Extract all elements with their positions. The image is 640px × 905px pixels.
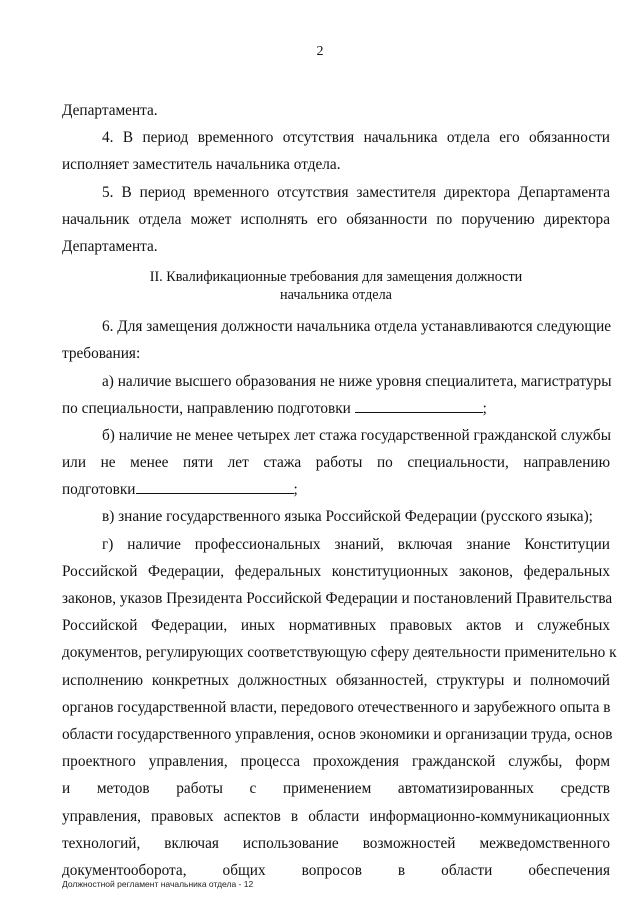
section-heading	[62, 268, 610, 304]
item-g-line: Российской Федерации, федеральных конституционных законов, федеральных	[62, 562, 610, 580]
paragraph-5-line: 5. В период временного отсутствия заместителя директора Департамента	[102, 183, 610, 201]
paragraph-6-line: 6. Для замещения должности начальника отдела устанавливаются следующие	[102, 318, 612, 336]
item-b-line: или не менее пяти лет стажа работы по специальности, направлению	[62, 454, 610, 472]
item-v-line: в) знание государственного языка Российской Федерации (русского языка);	[102, 508, 593, 526]
item-g-line: и методов работы с применением автоматизированных средств	[62, 780, 610, 798]
paragraph-4-line: исполняет заместитель начальника отдела.	[62, 156, 341, 174]
item-g-line: технологий, включая использование возможностей межведомственного	[62, 834, 610, 852]
page-footer: Должностной регламент начальника отдела - 12	[62, 879, 254, 889]
section-heading-line: II. Квалификационные требования для замещения должности	[149, 269, 523, 286]
item-g-line: органов государственной власти, передового отечественного и зарубежного опыта в	[62, 698, 611, 716]
item-a-text: по специальности, направлению подготовки	[62, 399, 351, 417]
text-line: Департамента.	[62, 102, 158, 119]
section-heading-line: начальника отдела	[280, 287, 392, 304]
item-g-line: области государственного управления, основ экономики и организации труда, основ	[62, 725, 613, 743]
paragraph-6-line: требования:	[62, 345, 141, 363]
item-g-line: документов, регулирующих соответствующую сферу деятельности применительно к	[62, 644, 617, 662]
item-a-line: а) наличие высшего образования не ниже уровня специалитета, магистратуры	[102, 372, 612, 390]
item-g-line: управления, правовых аспектов в области информационно-коммуникационных	[62, 807, 610, 825]
document-body	[62, 97, 617, 884]
blank-field	[136, 478, 294, 494]
paragraph-4-line: 4. В период временного отсутствия начальника отдела его обязанности	[102, 129, 610, 147]
item-b-end: ;	[293, 481, 298, 499]
item-a-end: ;	[482, 399, 487, 417]
item-b-line: б) наличие не менее четырех лет стажа государственной гражданской службы	[102, 426, 611, 444]
item-b-text: подготовки	[62, 481, 136, 499]
item-g-line: исполнению конкретных должностных обязанностей, структуры и полномочий	[62, 671, 610, 689]
item-a-line	[62, 395, 610, 422]
paragraph-5-line: начальник отдела может исполнять его обязанности по поручению директора	[62, 210, 610, 228]
item-g-line: проектного управления, процесса прохождения гражданской службы, форм	[62, 753, 610, 771]
page-number: 2	[316, 44, 324, 59]
item-g-line: г) наличие профессиональных знаний, включая знание Конституции	[102, 535, 610, 553]
blank-field	[355, 397, 483, 413]
item-b-line	[62, 476, 610, 503]
item-g-line: документооборота, общих вопросов в области обеспечения	[62, 861, 610, 879]
item-g-line: законов, указов Президента Российской Федерации и постановлений Правительства	[62, 590, 613, 607]
item-g-line: Российской Федерации, иных нормативных правовых актов и служебных	[62, 617, 610, 635]
paragraph-5-line: Департамента.	[62, 237, 158, 255]
